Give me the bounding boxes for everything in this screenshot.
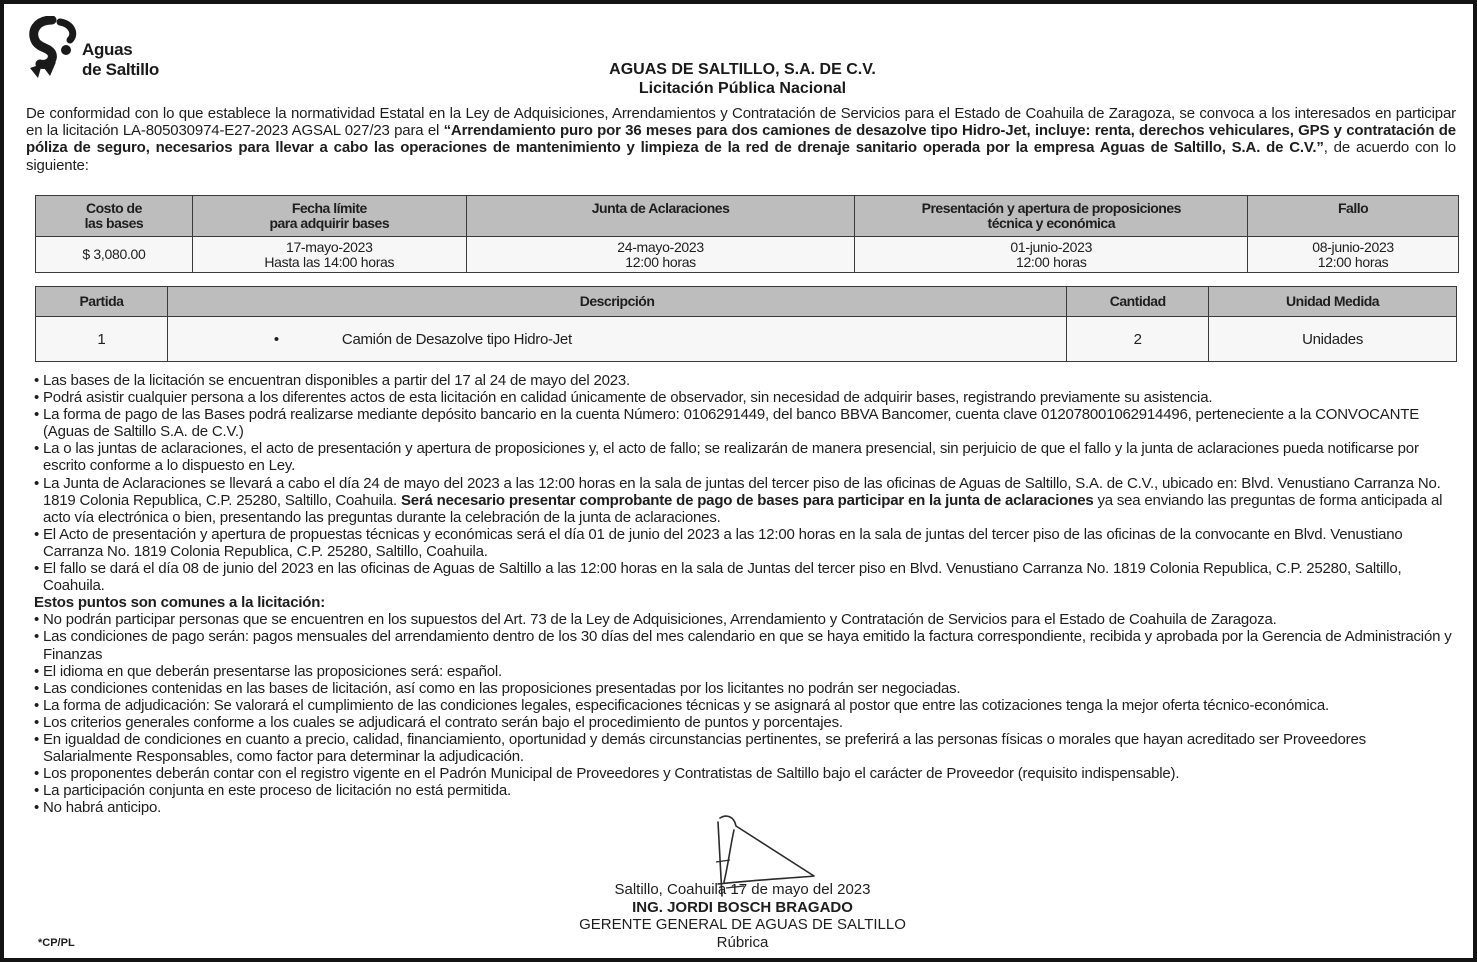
list-item: • La participación conjunta en este proceso de licitación no está permitida.: [34, 782, 1454, 799]
list-item: • Los criterios generales conforme a los cuales se adjudicará el contrato serán bajo el procedimiento de puntos y porcentajes.: [34, 714, 1454, 731]
schedule-header-row: [36, 196, 1459, 237]
list-item: • La forma de pago de las Bases podrá realizarse mediante depósito bancario en la cuenta Número: 0106291449, del banco BBVA Bancomer, cuenta clave 012078001062914496, perteneciente a la CONVOCANTE (Aguas de Saltillo S.A. de C.V.): [34, 406, 1454, 440]
header-deadline: [192, 196, 466, 237]
item-description-cell: [167, 317, 1066, 362]
item-description: Camión de Desazolve tipo Hidro-Jet: [341, 330, 572, 348]
header-lot: Partida: [36, 287, 168, 317]
value-ruling-time: 12:00 horas: [1317, 253, 1389, 270]
notes-list: [34, 372, 1454, 816]
organization-name: AGUAS DE SALTILLO, S.A. DE C.V.: [609, 61, 876, 78]
list-item: • Las condiciones de pago serán: pagos mensuales del arrendamiento dentro de los 30 días del mes calendario en que se haya emitido la factura correspondiente, recibida y aprobada por la Gerencia de Administración y Finanzas: [34, 628, 1454, 662]
list-item: • El fallo se dará el día 08 de junio del 2023 en las oficinas de Aguas de Saltillo a las 12:00 horas en la sala de Juntas del tercer piso en Blvd. Venustiano Carranza No. 1819 Colonia Republica, C.P. 25280, Saltillo, Coahuila.: [34, 560, 1454, 594]
note-5-text-c: ya sea enviando las preguntas de forma anticipada al acto vía electrónica o bien, presentando las preguntas durante la celebración de la junta de aclaraciones.: [43, 491, 1443, 526]
intro-object: “Arrendamiento puro por 36 meses para dos camiones de desazolve tipo Hidro-Jet, incluye: renta, derechos vehiculares, GPS y contratación de póliza de seguro, necesarios para llevar a cabo las operaciones de mantenimiento y limpieza de la red de drenaje sanitario operada por la empresa Aguas de Saltillo, S.A. de C.V.”: [26, 122, 1456, 157]
list-item: • El Acto de presentación y apertura de propuestas técnicas y económicas será el día 01 de junio del 2023 a las 12:00 horas en la sala de juntas del tercer piso de las oficinas de la convocante en Blvd. Venustiano Carranza No. 1819 Colonia Republica, C.P. 25280, Saltillo, Coahuila.: [34, 526, 1454, 560]
value-opening-date: 01-junio-2023: [1010, 238, 1093, 255]
item-bullet: •: [273, 330, 279, 348]
signature-note: Rúbrica: [716, 933, 769, 951]
value-clarifications-date: 24-mayo-2023: [617, 238, 704, 255]
value-clarifications: [466, 237, 855, 273]
value-cost: $ 3,080.00: [36, 237, 193, 273]
footer-code: *CP/PL: [38, 937, 75, 949]
list-item: • El idioma en que deberán presentarse las proposiciones será: español.: [34, 663, 1454, 680]
header-quantity: Cantidad: [1067, 287, 1209, 317]
list-item: • La o las juntas de aclaraciones, el acto de presentación y apertura de proposiciones y, el acto de fallo; se realizarán de manera presencial, sin perjuicio de que el fallo y la junta de aclaraciones pueda notificarse por escrito conforme a lo dispuesto en Ley.: [34, 440, 1454, 474]
list-item: • Los proponentes deberán contar con el registro vigente en el Padrón Municipal de Proveedores y Contratistas de Saltillo bajo el carácter de Proveedor (requisito indispensable).: [34, 765, 1454, 782]
list-item: • La forma de adjudicación: Se valorará el cumplimiento de las condiciones legales, especificaciones técnicas y se asignará al postor que entre las cotizaciones tenga la mejor oferta técnico-económica.: [34, 697, 1454, 714]
table-row: [36, 317, 1457, 362]
value-deadline-date: 17-mayo-2023: [285, 238, 373, 255]
place-date: Saltillo, Coahuila 17 de mayo del 2023: [614, 881, 871, 898]
header-ruling-text: Fallo: [1337, 200, 1369, 216]
header-clarifications: [466, 196, 855, 237]
list-item: • No habrá anticipo.: [34, 799, 1454, 816]
header-cost-line1: Costo de: [86, 200, 142, 216]
schedule-value-row: [36, 237, 1459, 273]
logo-line-2: de Saltillo: [82, 60, 159, 79]
item-unit: Unidades: [1209, 317, 1457, 362]
header-ruling: [1248, 196, 1459, 237]
tender-type-title: Licitación Pública Nacional: [638, 80, 847, 97]
value-ruling-date: 08-junio-2023: [1312, 238, 1394, 255]
header-cost: [36, 196, 193, 237]
signer-title: GERENTE GENERAL DE AGUAS DE SALTILLO: [579, 916, 906, 933]
list-item: • En igualdad de condiciones en cuanto a precio, calidad, financiamiento, oportunidad y demás circunstancias pertinentes, se preferirá a las personas físicas o morales que hayan acreditado ser Proveedores Salarialmente Responsables, como factor para determinar la adjudicación.: [34, 731, 1454, 765]
common-points-heading: Estos puntos son comunes a la licitación:: [34, 594, 326, 612]
list-item: [34, 475, 1454, 526]
value-deadline-time: Hasta las 14:00 horas: [264, 253, 395, 270]
signer-name: ING. JORDI BOSCH BRAGADO: [632, 898, 853, 916]
list-item: • Podrá asistir cualquier persona a los diferentes actos de esta licitación en calidad únicamente de observador, sin necesidad de adquirir bases, registrando previamente su asistencia.: [34, 389, 1454, 406]
schedule-table: [35, 195, 1459, 273]
note-5-text-a: La Junta de Aclaraciones se llevará a cabo el día 24 de mayo del 2023 a las 12:00 horas en la sala de juntas del tercer piso de las oficinas de Aguas de Saltillo, S.A. de C.V., ubicado en: Blvd. Venustiano Carranza No. 1819 Colonia Republica, C.P. 25280, Saltillo, Coahuila.: [43, 474, 1441, 509]
signature-block: [4, 881, 1477, 951]
items-header-row: [36, 287, 1457, 317]
list-item: • Las bases de la licitación se encuentran disponibles a partir del 17 al 24 de mayo del 2023.: [34, 372, 1454, 389]
note-5-emphasis: Será necesario presentar comprobante de pago de bases para participar en la junta de aclaraciones: [400, 491, 1094, 509]
value-deadline: [192, 237, 466, 273]
intro-text-1: De conformidad con lo que establece la normatividad Estatal en la Ley de Adquisiciones, Arrendamientos y Contratación de Servicios para el Estado de Coahuila de Zaragoza, se convoca a los interesados en participar en la licitación LA-805030974-E27-2023 AGSAL 027/23 para el: [26, 105, 1456, 140]
list-item: • No podrán participar personas que se encuentren en los supuestos del Art. 73 de la Ley de Adquisiciones, Arrendamiento y Contratación de Servicios para el Estado de Coahuila de Zaragoza.: [34, 611, 1454, 628]
header-opening-line1: Presentación y apertura de proposiciones: [921, 200, 1181, 216]
header-unit: Unidad Medida: [1209, 287, 1457, 317]
list-item: • Las condiciones contenidas en las bases de licitación, así como en las proposiciones presentadas por los licitantes no podrán ser negociadas.: [34, 680, 1454, 697]
item-lot: 1: [36, 317, 168, 362]
value-ruling: [1248, 237, 1459, 273]
header-opening: [855, 196, 1248, 237]
header-cost-line2: las bases: [84, 215, 144, 231]
items-table: [35, 286, 1457, 362]
value-clarifications-time: 12:00 horas: [625, 253, 696, 270]
logo-line-1: Aguas: [82, 40, 133, 59]
item-quantity: 2: [1067, 317, 1209, 362]
header-description: Descripción: [167, 287, 1066, 317]
intro-text-2: , de acuerdo con lo siguiente:: [26, 139, 1456, 174]
header-deadline-line1: Fecha límite: [291, 200, 367, 216]
intro-paragraph: [26, 105, 1456, 174]
header-clarifications-text: Junta de Aclaraciones: [591, 200, 730, 216]
header-deadline-line2: para adquirir bases: [269, 215, 390, 231]
header-opening-line2: técnica y económica: [987, 215, 1115, 231]
value-opening-time: 12:00 horas: [1015, 253, 1087, 270]
value-opening: [855, 237, 1248, 273]
